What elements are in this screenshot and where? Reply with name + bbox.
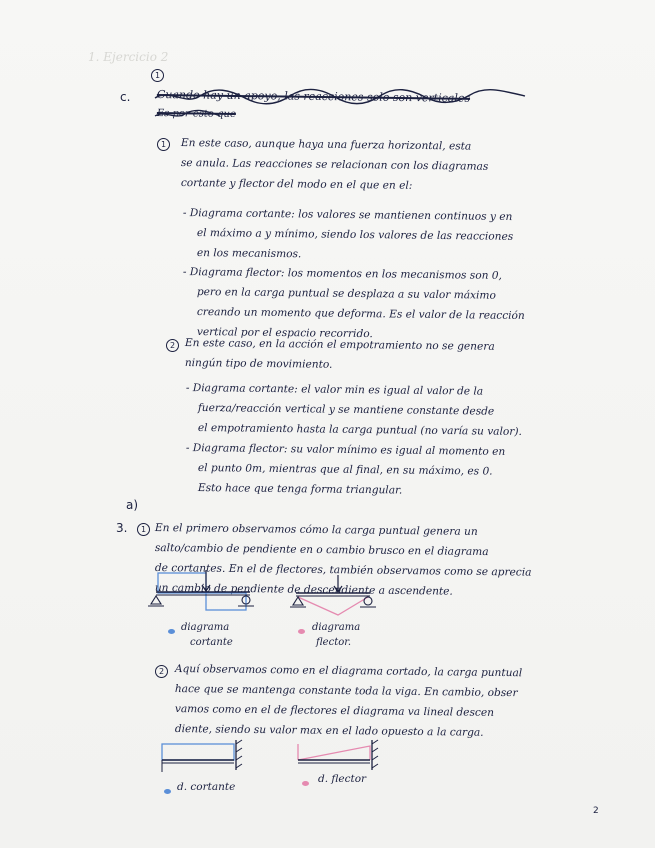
p1-bullet-3: en los mecanismos.: [196, 246, 302, 261]
p1-line-3: cortante y flector del modo en el que en el:: [180, 176, 413, 192]
crossed-line-2: Es por esto que: [156, 107, 236, 120]
p1-bullet-2: el máximo a y mínimo, siendo los valores de las reacciones: [196, 226, 514, 243]
q1-marker: 1: [137, 523, 150, 536]
legend-moment-2: d. flector: [318, 773, 367, 785]
p2-bullet-4: - Diagrama flector: su valor mínimo es igual al momento en: [185, 441, 506, 458]
q2-line-1: Aquí observamos como en el diagrama cortado, la carga puntual: [174, 662, 523, 680]
q1-line-4: un cambio de pendiente de descendiente a ascendente.: [154, 581, 453, 598]
shear-diagram-sketch-2: [152, 738, 252, 780]
p2-marker: 2: [166, 339, 179, 352]
shear-color-swatch-2: [164, 789, 171, 794]
q2-line-2: hace que se mantenga constante toda la viga. En cambio, obser: [174, 682, 518, 700]
crossed-line-1: Cuando hay un apoyo, las reacciones solo son verticales: [156, 87, 471, 105]
moment-color-swatch-2: [302, 781, 309, 786]
moment-color-swatch: [298, 629, 305, 634]
p2-bullet-3: el empotramiento hasta la carga puntual (no varía su valor).: [197, 421, 522, 438]
p1-bullet-1: - Diagrama cortante: los valores se mantienen continuos y en: [182, 206, 513, 224]
legend-moment-line-2: flector.: [316, 637, 352, 648]
p2-bullet-1: - Diagrama cortante: el valor min es igual al valor de la: [185, 381, 484, 398]
p1-bullet-4: - Diagrama flector: los momentos en los mecanismos son 0,: [182, 265, 503, 282]
q1-line-3: de cortantes. En el de flectores, también observamos como se aprecia: [154, 561, 532, 579]
q2-line-3: vamos como en el de flectores el diagrama va lineal descen: [174, 702, 495, 719]
scribble-overlay: [150, 84, 540, 124]
shear-color-swatch: [168, 629, 175, 634]
p2-bullet-2: fuerza/reacción vertical y se mantiene constante desde: [197, 401, 495, 418]
p1-marker: 1: [157, 138, 170, 151]
page-number: 2: [593, 806, 599, 816]
q1-line-1: En el primero observamos cómo la carga puntual genera un: [154, 521, 478, 538]
circle-marker: 1: [151, 69, 164, 82]
legend-shear-2: d. cortante: [177, 781, 236, 793]
p1-bullet-6: creando un momento que deforma. Es el valor de la reacción: [196, 305, 525, 323]
p2-bullet-5: el punto 0m, mientras que al final, en su máximo, es 0.: [197, 461, 493, 478]
sub-a-label: a): [126, 498, 139, 512]
legend-shear-line-2: cortante: [190, 637, 233, 648]
q1-line-2: salto/cambio de pendiente en o cambio brusco en el diagrama: [154, 541, 489, 559]
legend-moment-line-1: diagrama: [312, 622, 361, 633]
section-3-number: 3.: [116, 521, 128, 535]
p2-line-1: En este caso, en la acción el empotramiento no se genera: [184, 336, 495, 353]
item-c-label: c.: [120, 90, 131, 104]
p1-line-2: se anula. Las reacciones se relacionan con los diagramas: [180, 156, 489, 173]
p2-line-2: ningún tipo de movimiento.: [184, 356, 333, 371]
faint-title: 1. Ejercicio 2: [88, 50, 169, 64]
p1-bullet-5: pero en la carga puntual se desplaza a su valor máximo: [196, 285, 496, 302]
p1-bullet-7: vertical por el espacio recorrido.: [196, 325, 373, 341]
p2-bullet-6: Esto hace que tenga forma triangular.: [197, 481, 403, 497]
q2-line-4: diente, siendo su valor max en el lado opuesto a la carga.: [174, 722, 484, 739]
legend-shear-line-1: diagrama: [181, 622, 230, 633]
p1-line-1: En este caso, aunque haya una fuerza horizontal, esta: [180, 136, 472, 153]
q2-marker: 2: [155, 665, 168, 678]
